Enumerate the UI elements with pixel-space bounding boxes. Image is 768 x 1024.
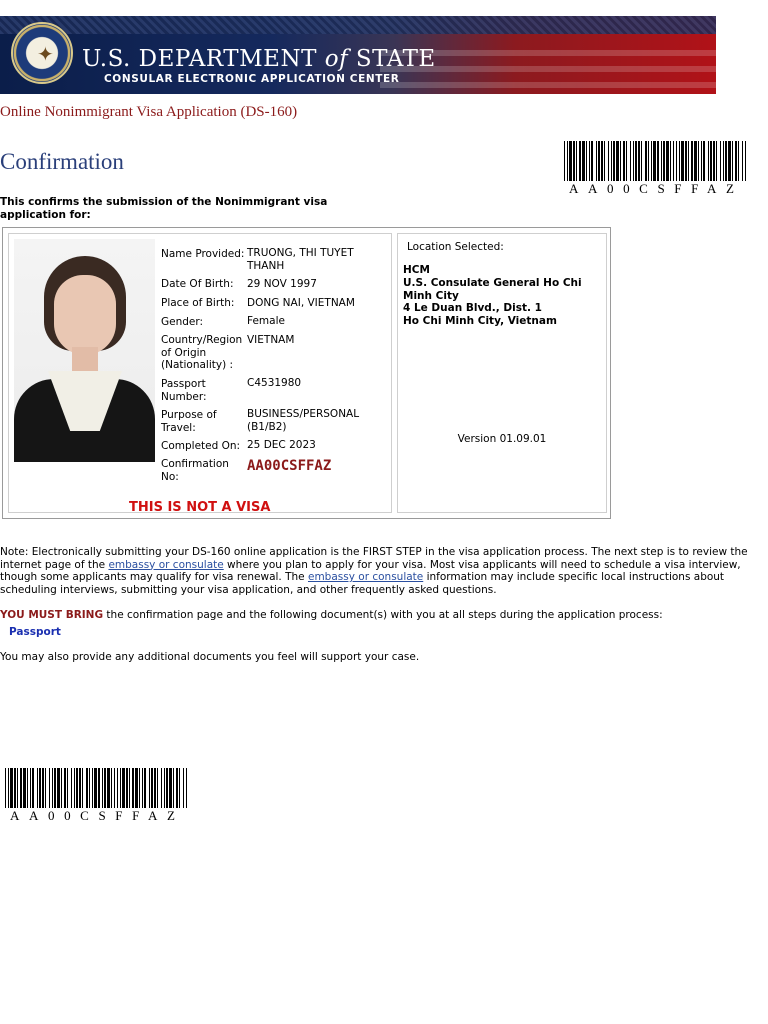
barcode-bar xyxy=(61,768,62,808)
barcode-bar xyxy=(164,768,165,808)
barcode-bar xyxy=(633,141,634,181)
barcode-bar xyxy=(67,768,68,808)
dob-value: 29 NOV 1997 xyxy=(247,278,317,290)
barcode-bar xyxy=(703,141,705,181)
passport-value: C4531980 xyxy=(247,377,302,389)
pob-value: DONG NAI, VIETNAM xyxy=(247,297,355,309)
barcode-bar xyxy=(157,768,158,808)
barcode-bar xyxy=(657,141,659,181)
barcode-bar xyxy=(630,141,631,181)
barcode-bar xyxy=(102,768,103,808)
barcode-bar xyxy=(645,141,647,181)
nationality-value: VIETNAM xyxy=(247,334,295,346)
barcode-bar xyxy=(676,141,677,181)
barcode-bar xyxy=(37,768,38,808)
barcode-bar xyxy=(107,768,110,808)
barcode-bar xyxy=(579,141,581,181)
barcode-bar xyxy=(92,768,93,808)
barcode-bar xyxy=(685,141,687,181)
barcode-bar xyxy=(567,141,568,181)
barcode-bar xyxy=(651,141,652,181)
eagle-icon: ✦ xyxy=(37,42,54,66)
embassy-consulate-link[interactable]: embassy or consulate xyxy=(108,558,224,571)
flag-stripe xyxy=(380,82,716,88)
barcode-bar xyxy=(573,141,575,181)
barcode-text-top: AA00CSFFAZ xyxy=(569,181,744,196)
embassy-consulate-link-2[interactable]: embassy or consulate xyxy=(307,571,424,584)
barcode-bar xyxy=(613,141,615,181)
barcode-bar xyxy=(173,768,174,808)
location-details xyxy=(403,264,603,328)
barcode-bar xyxy=(76,768,78,808)
barcode-bar xyxy=(745,141,746,181)
barcode-bar xyxy=(52,768,53,808)
barcode-bar xyxy=(8,768,9,808)
barcode-bar xyxy=(698,141,699,181)
barcode-bar xyxy=(126,768,128,808)
barcode-bar xyxy=(586,141,587,181)
barcode-bar xyxy=(104,768,106,808)
barcode-bar xyxy=(648,141,649,181)
barcode-bar xyxy=(27,768,28,808)
barcode-bar xyxy=(663,141,665,181)
barcode-bar xyxy=(30,768,31,808)
barcode-bar xyxy=(635,141,637,181)
barcode-bar xyxy=(738,141,739,181)
barcode-bar xyxy=(39,768,41,808)
barcode-bar xyxy=(14,768,16,808)
barcode-bar xyxy=(32,768,34,808)
name-label: Name Provided: xyxy=(161,248,245,260)
barcode-bar xyxy=(653,141,656,181)
barcode-bar xyxy=(57,768,60,808)
application-title: Online Nonimmigrant Visa Application (DS-160) xyxy=(0,104,298,120)
ceac-subtitle: CONSULAR ELECTRONIC APPLICATION CENTER xyxy=(104,73,400,85)
intro-text: This confirms the submission of the Nonimmigrant visa application for: xyxy=(0,196,328,221)
barcode-bar xyxy=(666,141,669,181)
barcode-bar xyxy=(132,768,134,808)
barcode-bar xyxy=(54,768,56,808)
barcode-bar xyxy=(144,768,146,808)
barcode-bar xyxy=(94,768,97,808)
purpose-value: BUSINESS/PERSONAL (B1/B2) xyxy=(247,408,360,433)
completed-value: 25 DEC 2023 xyxy=(247,439,316,451)
barcode-bar xyxy=(710,141,712,181)
barcode-bar xyxy=(114,768,115,808)
barcode-bar xyxy=(569,141,572,181)
barcode-bar xyxy=(120,768,121,808)
barcode-bar xyxy=(638,141,640,181)
banner-texture xyxy=(0,16,716,34)
barcode-bar xyxy=(42,768,44,808)
note-paragraph: Note: Electronically submitting your DS-160 online application is the FIRST STEP in the visa application process. The next step is to review the internet page of the embassy or consulate where you plan to apply for your visa. Most visa applicants will need to schedule a visa interview, though some applicants may qualify for visa renewal. The embassy or consulate information may include specific local instructions about scheduling interviews, submitting your visa application, and other frequently asked questions. xyxy=(0,546,748,596)
applicant-photo xyxy=(14,239,155,462)
barcode-bar xyxy=(673,141,674,181)
barcode-bar xyxy=(79,768,81,808)
barcode-bar xyxy=(5,768,6,808)
barcode-bottom xyxy=(5,768,187,808)
barcode-bar xyxy=(708,141,709,181)
confirmation-no-label: Confirmation No: xyxy=(161,458,229,483)
version-text: Version 01.09.01 xyxy=(457,433,547,445)
barcode-bar xyxy=(149,768,150,808)
barcode-bar xyxy=(169,768,172,808)
barcode-bar xyxy=(98,768,100,808)
barcode-bar xyxy=(582,141,585,181)
gender-value: Female xyxy=(247,315,285,327)
barcode-bar xyxy=(742,141,743,181)
not-a-visa-notice: THIS IS NOT A VISA xyxy=(129,500,271,515)
barcode-bar xyxy=(713,141,715,181)
barcode-bar xyxy=(735,141,737,181)
additional-documents-text: You may also provide any additional documents you feel will support your case. xyxy=(0,651,420,663)
must-bring-text: YOU MUST BRING the confirmation page and the following document(s) with you at all steps during the application process: xyxy=(0,609,663,621)
barcode-bar xyxy=(589,141,590,181)
confirmation-no-value: AA00CSFFAZ xyxy=(247,458,332,474)
barcode-bar xyxy=(142,768,143,808)
barcode-bar xyxy=(641,141,642,181)
barcode-bar xyxy=(17,768,18,808)
barcode-bar xyxy=(623,141,625,181)
barcode-bar xyxy=(86,768,88,808)
location-address-line1: 4 Le Duan Blvd., Dist. 1 xyxy=(403,302,542,315)
location-name: U.S. Consulate General Ho Chi Minh City xyxy=(403,276,582,302)
barcode-bar xyxy=(129,768,130,808)
barcode-bar xyxy=(604,141,605,181)
barcode-bar xyxy=(598,141,600,181)
barcode-bar xyxy=(716,141,717,181)
location-address-line2: Ho Chi Minh City, Vietnam xyxy=(403,315,557,328)
barcode-bar xyxy=(117,768,118,808)
barcode-bar xyxy=(626,141,627,181)
barcode-bar xyxy=(166,768,168,808)
barcode-bar xyxy=(139,768,140,808)
dob-label: Date Of Birth: xyxy=(161,278,234,290)
barcode-bar xyxy=(701,141,702,181)
nationality-label: Country/Region of Origin (Nationality) : xyxy=(161,334,243,371)
barcode-bar xyxy=(179,768,180,808)
barcode-bar xyxy=(111,768,112,808)
barcode-bar xyxy=(154,768,156,808)
barcode-bar xyxy=(616,141,619,181)
barcode-bar xyxy=(183,768,184,808)
barcode-bar xyxy=(679,141,680,181)
barcode-bar xyxy=(49,768,50,808)
barcode-bar xyxy=(620,141,621,181)
name-value: TRUONG, THI TUYET THANH xyxy=(247,247,354,272)
barcode-bar xyxy=(576,141,577,181)
barcode-bar xyxy=(89,768,90,808)
department-title: U.S. DEPARTMENT of STATE xyxy=(82,46,436,72)
completed-label: Completed On: xyxy=(161,440,241,452)
gender-label: Gender: xyxy=(161,316,204,328)
barcode-bar xyxy=(691,141,693,181)
header-banner xyxy=(0,16,716,94)
barcode-top xyxy=(564,141,746,181)
state-department-seal xyxy=(11,22,73,84)
location-code: HCM xyxy=(403,264,430,276)
applicant-details xyxy=(8,233,392,513)
barcode-bar xyxy=(728,141,731,181)
confirmation-heading: Confirmation xyxy=(0,149,124,174)
barcode-bar xyxy=(176,768,178,808)
barcode-bar xyxy=(732,141,733,181)
barcode-bar xyxy=(591,141,593,181)
barcode-bar xyxy=(694,141,697,181)
barcode-bar xyxy=(10,768,13,808)
barcode-bar xyxy=(151,768,153,808)
location-panel xyxy=(397,233,607,513)
barcode-bar xyxy=(601,141,603,181)
barcode-bar xyxy=(161,768,162,808)
barcode-bar xyxy=(23,768,26,808)
barcode-bar xyxy=(71,768,72,808)
barcode-bar xyxy=(186,768,187,808)
location-label: Location Selected: xyxy=(407,241,504,253)
barcode-text-bottom: AA00CSFFAZ xyxy=(10,808,185,823)
barcode-bar xyxy=(74,768,75,808)
barcode-bar xyxy=(45,768,46,808)
purpose-label: Purpose of Travel: xyxy=(161,409,217,434)
barcode-bar xyxy=(723,141,724,181)
barcode-bar xyxy=(596,141,597,181)
barcode-bar xyxy=(64,768,66,808)
barcode-bar xyxy=(611,141,612,181)
barcode-bar xyxy=(681,141,684,181)
pob-label: Place of Birth: xyxy=(161,297,235,309)
applicant-panel xyxy=(2,227,611,519)
barcode-bar xyxy=(608,141,609,181)
barcode-bar xyxy=(82,768,83,808)
required-document-passport: Passport xyxy=(9,626,61,638)
barcode-bar xyxy=(661,141,662,181)
barcode-bar xyxy=(725,141,727,181)
barcode-bar xyxy=(670,141,671,181)
barcode-bar xyxy=(720,141,721,181)
passport-label: Passport Number: xyxy=(161,378,207,403)
barcode-bar xyxy=(20,768,22,808)
barcode-bar xyxy=(122,768,125,808)
barcode-bar xyxy=(688,141,689,181)
barcode-bar xyxy=(135,768,138,808)
barcode-bar xyxy=(564,141,565,181)
